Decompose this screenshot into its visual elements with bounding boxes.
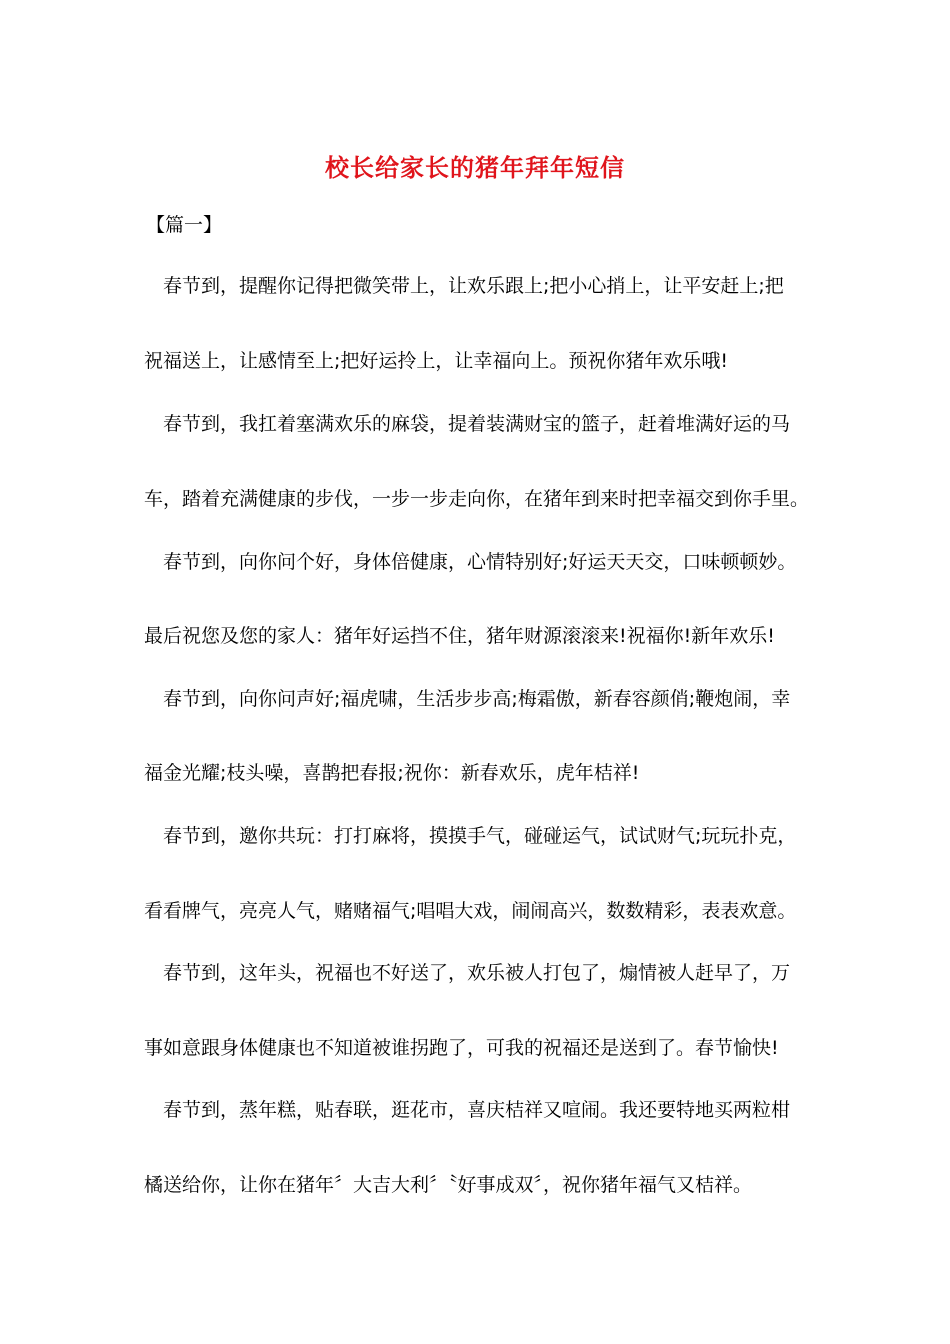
paragraph-3-line-1: 春节到，向你问个好，身体倍健康，心情特别好;好运天天交，口味顿顿妙。: [163, 551, 797, 573]
paragraph-5-line-1: 春节到，邀你共玩：打打麻将，摸摸手气，碰碰运气，试试财气;玩玩扑克，: [163, 825, 797, 847]
paragraph-6-line-2: 事如意跟身体健康也不知道被谁拐跑了，可我的祝福还是送到了。春节愉快!: [144, 1037, 779, 1059]
paragraph-2-line-2: 车，踏着充满健康的步伐，一步一步走向你，在猪年到来时把幸福交到你手里。: [144, 488, 810, 510]
paragraph-4-line-1: 春节到，向你问声好;福虎啸，生活步步高;梅霜傲，新春容颜俏;鞭炮闹，幸: [163, 688, 791, 710]
paragraph-1-line-1: 春节到，提醒你记得把微笑带上，让欢乐跟上;把小心捎上，让平安赶上;把: [163, 275, 784, 297]
document-title: 校长给家长的猪年拜年短信: [325, 153, 625, 182]
paragraph-4-line-2: 福金光耀;枝头噪，喜鹊把春报;祝你：新春欢乐，虎年桔祥!: [144, 762, 640, 784]
paragraph-1-line-2: 祝福送上，让感情至上;把好运拎上，让幸福向上。预祝你猪年欢乐哦!: [144, 350, 729, 372]
paragraph-2-line-1: 春节到，我扛着塞满欢乐的麻袋，提着装满财宝的篮子，赶着堆满好运的马: [163, 413, 791, 435]
paragraph-3-line-2: 最后祝您及您的家人：猪年好运挡不住，猪年财源滚滚来!祝福你!新年欢乐!: [144, 625, 775, 647]
paragraph-7-line-2: 橘送给你，让你在猪年〞大吉大利〞〝好事成双〞，祝你猪年福气又桔祥。: [144, 1174, 753, 1196]
paragraph-6-line-1: 春节到，这年头，祝福也不好送了，欢乐被人打包了，煽情被人赶早了，万: [163, 962, 791, 984]
paragraph-5-line-2: 看看牌气，亮亮人气，赌赌福气;唱唱大戏，闹闹高兴，数数精彩，表表欢意。: [144, 900, 797, 922]
section-label: 【篇一】: [146, 214, 223, 236]
paragraph-7-line-1: 春节到，蒸年糕，贴春联，逛花市，喜庆桔祥又喧闹。我还要特地买两粒柑: [163, 1099, 791, 1121]
